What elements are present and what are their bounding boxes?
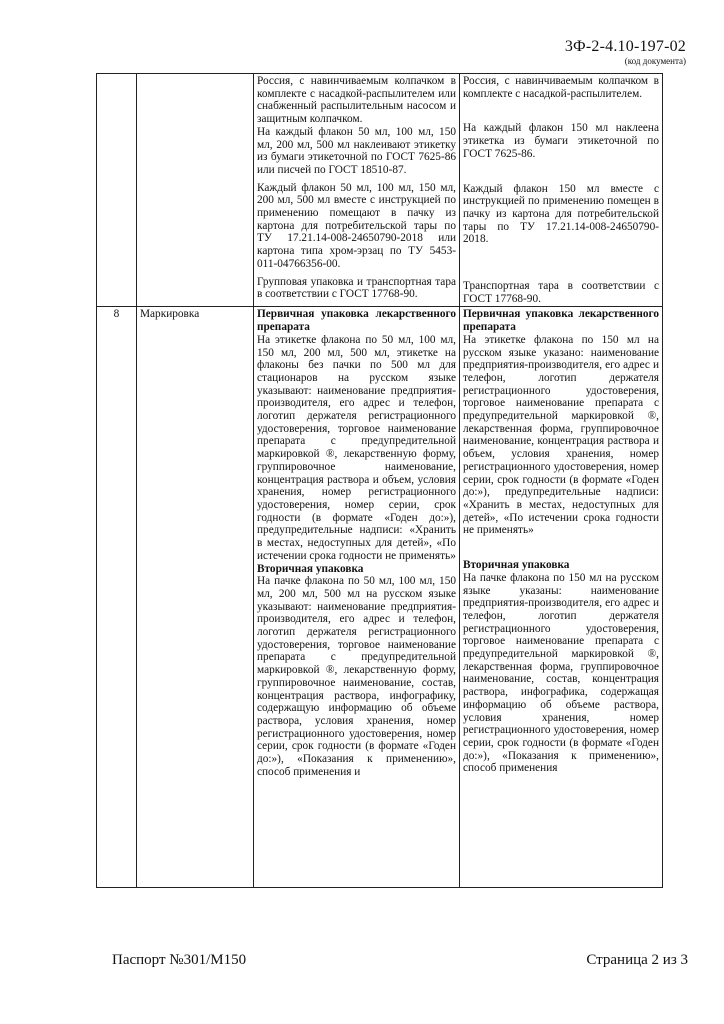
cell-marking-old <box>254 307 460 888</box>
cell-packaging-new <box>460 74 663 307</box>
marking-new-secondary-text: На пачке флакона по 150 мл на русском языке указаны: наименование предприятия-производителя, его адрес и телефон, логотип держателя регистрационного удостоверения, торговое наименование препарата с предупредительной маркировкой ®, лекарственная форма, группировочное наименование, состав, концентрация раствора, инфографика, содержащая информацию об объеме раствора, условия хранения, номер регистрационного удостоверения, номер серии, срок годности (в формате «Годен до:»), «Показания к применению», способ применения <box>463 571 659 775</box>
marking-old-secondary-text: На пачке флакона по 50 мл, 100 мл, 150 мл, 200 мл, 500 мл на русском языке указывают: наименование предприятия-производителя, его адрес и телефон, логотип держателя регистрационного удостоверения, торговое наименование препарата с предупредительной маркировкой ®, лекарственную форму, группировочное наименование, состав, концентрация раствора, инфографику, содержащую информацию об объеме раствора, условия хранения, номер регистрационного удостоверения, номер серии, срок годности (в формате «Годен до:»), «Показания к применению», способ применения и <box>257 575 456 778</box>
packaging-new-paragraph-3: Каждый флакон 150 мл вместе с инструкцией по применению помещен в пачку из картона для потребительской тары по ТУ 17.21.14-008-24650790-2018. <box>463 182 659 246</box>
document-code-label: (код документа) <box>624 56 686 66</box>
table-row-marking <box>97 307 663 888</box>
page-number: Страница 2 из 3 <box>586 952 688 968</box>
row-name: Маркировка <box>137 307 254 888</box>
row-number: 8 <box>97 307 137 888</box>
marking-new-primary-heading: Первичная упаковка лекарственного препарата <box>463 308 659 334</box>
packaging-old-paragraph-1: Россия, с навинчиваемым колпачком в комплекте с насадкой-распылителем или снабженный распылительным насосом и защитным колпачком. <box>257 75 456 126</box>
document-code-block <box>565 38 686 67</box>
passport-number: Паспорт №301/М150 <box>112 952 247 968</box>
packaging-new-paragraph-1: Россия, с навинчиваемым колпачком в комплекте с насадкой-распылителем. <box>463 75 659 100</box>
cell-number-empty <box>97 74 137 307</box>
packaging-new-paragraph-4: Транспортная тара в соответствии с ГОСТ 17768-90. <box>463 280 659 305</box>
cell-marking-new <box>460 307 663 888</box>
cell-packaging-old <box>254 74 460 307</box>
packaging-old-paragraph-2: На каждый флакон 50 мл, 100 мл, 150 мл, 200 мл, 500 мл наклеивают этикетку из бумаги этикеточной по ГОСТ 7625-86 или писчей по ГОСТ 18510-87. <box>257 125 456 176</box>
packaging-old-paragraph-4: Групповая упаковка и транспортная тара в соответствии с ГОСТ 17768-90. <box>257 275 456 301</box>
marking-old-primary-heading: Первичная упаковка лекарственного препарата <box>257 308 456 334</box>
packaging-old-paragraph-3: Каждый флакон 50 мл, 100 мл, 150 мл, 200 мл, 500 мл вместе с инструкцией по применению помещают в пачку из картона для потребительской тары по ТУ 17.21.14-008-24650790-2018 или картона типа хром-эрзац по ТУ 5453-011-04766356-00. <box>257 181 456 270</box>
marking-old-primary-text: На этикетке флакона по 50 мл, 100 мл, 150 мл, 200 мл, 500 мл, этикетке на флаконы без пачки по 500 мл для стационаров на русском языке указывают: наименование предприятия-производителя, его адрес и телефон, логотип держателя регистрационного удостоверения, торговое наименование препарата с предупредительной маркировкой ®, лекарственную форму, группировочное наименование, концентрация раствора и объем, условия хранения, номер регистрационного удостоверения, номер серии, срок годности (в формате «Годен до:»), предупредительные надписи: «Хранить в местах, недоступных для детей», «По истечении срока годности не применять» <box>257 333 456 562</box>
marking-old-secondary-heading: Вторичная упаковка <box>257 562 364 575</box>
cell-name-empty <box>137 74 254 307</box>
marking-new-secondary-heading: Вторичная упаковка <box>463 559 570 572</box>
specification-table <box>96 73 663 888</box>
marking-old-content <box>257 308 456 886</box>
packaging-new-paragraph-2: На каждый флакон 150 мл наклеена этикетка из бумаги этикеточной по ГОСТ 7625-86. <box>463 122 659 160</box>
table-row-packaging <box>97 74 663 307</box>
marking-new-content <box>463 308 659 886</box>
marking-new-primary-text: На этикетке флакона по 150 мл на русском языке указано: наименование предприятия-производителя, его адрес и телефон, логотип держателя регистрационного удостоверения, торговое наименование препарата с предупредительной маркировкой ®, лекарственная форма, группировочное наименование, концентрация раствора и объем, условия хранения, номер регистрационного удостоверения, номер серии, срок годности (в формате «Годен до:»), предупредительные надписи: «Хранить в местах, недоступных для детей», «По истечении срока годности не применять» <box>463 333 659 537</box>
document-code: 3Ф-2-4.10-197-02 <box>564 38 686 55</box>
